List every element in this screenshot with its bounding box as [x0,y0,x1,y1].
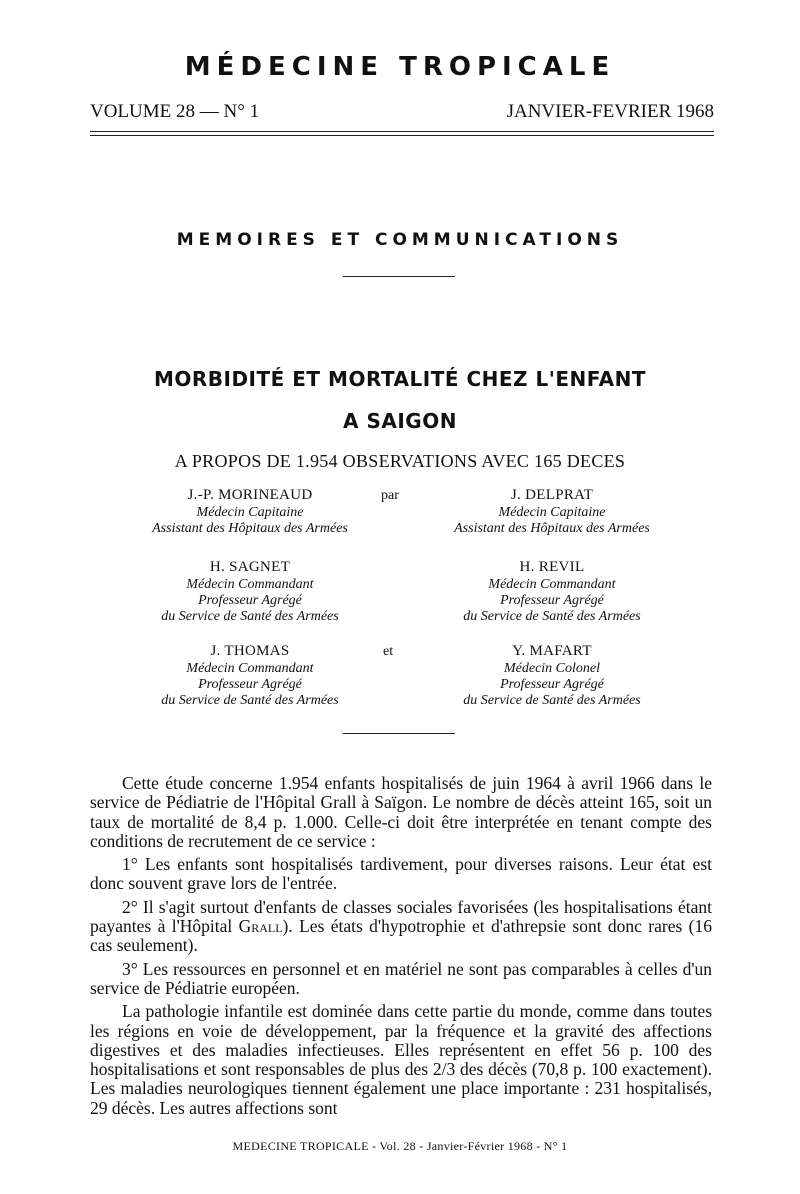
body-paragraph [90,898,712,956]
author-rank: Médecin Commandant [186,661,314,676]
authors-divider [343,733,455,734]
author-rank: Médecin Commandant [488,577,616,592]
body-paragraph: 1° Les enfants sont hospitalisés tardivement, pour diverses raisons. Leur état est donc souvent grave lors de l'entrée. [90,854,712,894]
page-footer: MEDECINE TROPICALE - Vol. 28 - Janvier-Février 1968 - N° 1 [232,1139,568,1153]
author-rank: Médecin Capitaine [498,505,606,520]
author-block-mafart [372,642,732,709]
author-title: Professeur Agrégé [500,593,604,608]
author-affiliation: du Service de Santé des Armées [463,693,641,708]
author-block-revil [372,558,732,625]
author-affiliation: du Service de Santé des Armées [161,693,339,708]
author-title: Professeur Agrégé [198,677,302,692]
body-text-span: 2° Il s'agit surtout d'enfants de classes sociales favorisées (les hospitalisations étant payantes à l'Hôpital [90,896,712,937]
author-name: J. THOMAS [210,643,290,659]
article-title-line-1: MORBIDITÉ ET MORTALITÉ CHEZ L'ENFANT [153,367,647,391]
author-affiliation: du Service de Santé des Armées [463,609,641,624]
header-divider [90,131,714,136]
article-title-line-2: A SAIGON [343,409,457,433]
article-subtitle: A PROPOS DE 1.954 OBSERVATIONS AVEC 165 DECES [174,451,626,471]
section-divider [343,276,455,277]
connector-et: et [383,644,394,659]
body-paragraph: La pathologie infantile est dominée dans cette partie du monde, comme dans toutes les régions en voie de développement, par la fréquence et la gravité des affections digestives et des maladies infectieuses. Elles représentent en effet 56 p. 100 des hospitalisations et sont responsables de plus des 2/3 des décès (70,8 p. 100 exactement). Les maladies neurologiques tiennent également une place importante : 231 hospitalisés, 29 décès. Les autres affections sont [90,1001,712,1118]
author-affiliation: Assistant des Hôpitaux des Armées [454,521,650,536]
author-rank: Médecin Commandant [186,577,314,592]
author-name: J.-P. MORINEAUD [187,487,313,503]
author-rank: Médecin Colonel [503,661,601,676]
issue-date: JANVIER-FEVRIER 1968 [506,101,714,122]
author-name: H. REVIL [519,559,585,575]
body-text-span: ). Les états d'hypotrophie et d'athrepsie sont donc rares (16 cas seulement). [90,916,712,956]
connector-par: par [381,488,399,503]
author-title: Professeur Agrégé [198,593,302,608]
volume-number: VOLUME 28 — N° 1 [90,101,260,122]
author-name: Y. MAFART [512,643,592,659]
section-heading: MEMOIRES ET COMMUNICATIONS [176,230,624,250]
author-rank: Médecin Capitaine [196,505,304,520]
author-title: Professeur Agrégé [500,677,604,692]
body-paragraph: Cette étude concerne 1.954 enfants hospitalisés de juin 1964 à avril 1966 dans le service de Pédiatrie de l'Hôpital Grall à Saïgon. Le nombre de décès atteint 165, soit un taux de mortalité de 8,4 p. 1.000. Celle-ci doit être interprétée en tenant compte des conditions de recrutement de ce service : [90,773,712,851]
author-affiliation: du Service de Santé des Armées [161,609,339,624]
author-name: H. SAGNET [209,559,291,575]
body-paragraph: 3° Les ressources en personnel et en matériel ne sont pas comparables à celles d'un service de Pédiatrie européen. [90,958,712,998]
hospital-name: Grall [238,916,283,937]
author-name: J. DELPRAT [510,487,594,503]
author-affiliation: Assistant des Hôpitaux des Armées [152,521,348,536]
author-block-delprat [372,486,732,537]
journal-title: MÉDECINE TROPICALE [184,52,616,82]
article-body [90,774,712,1118]
